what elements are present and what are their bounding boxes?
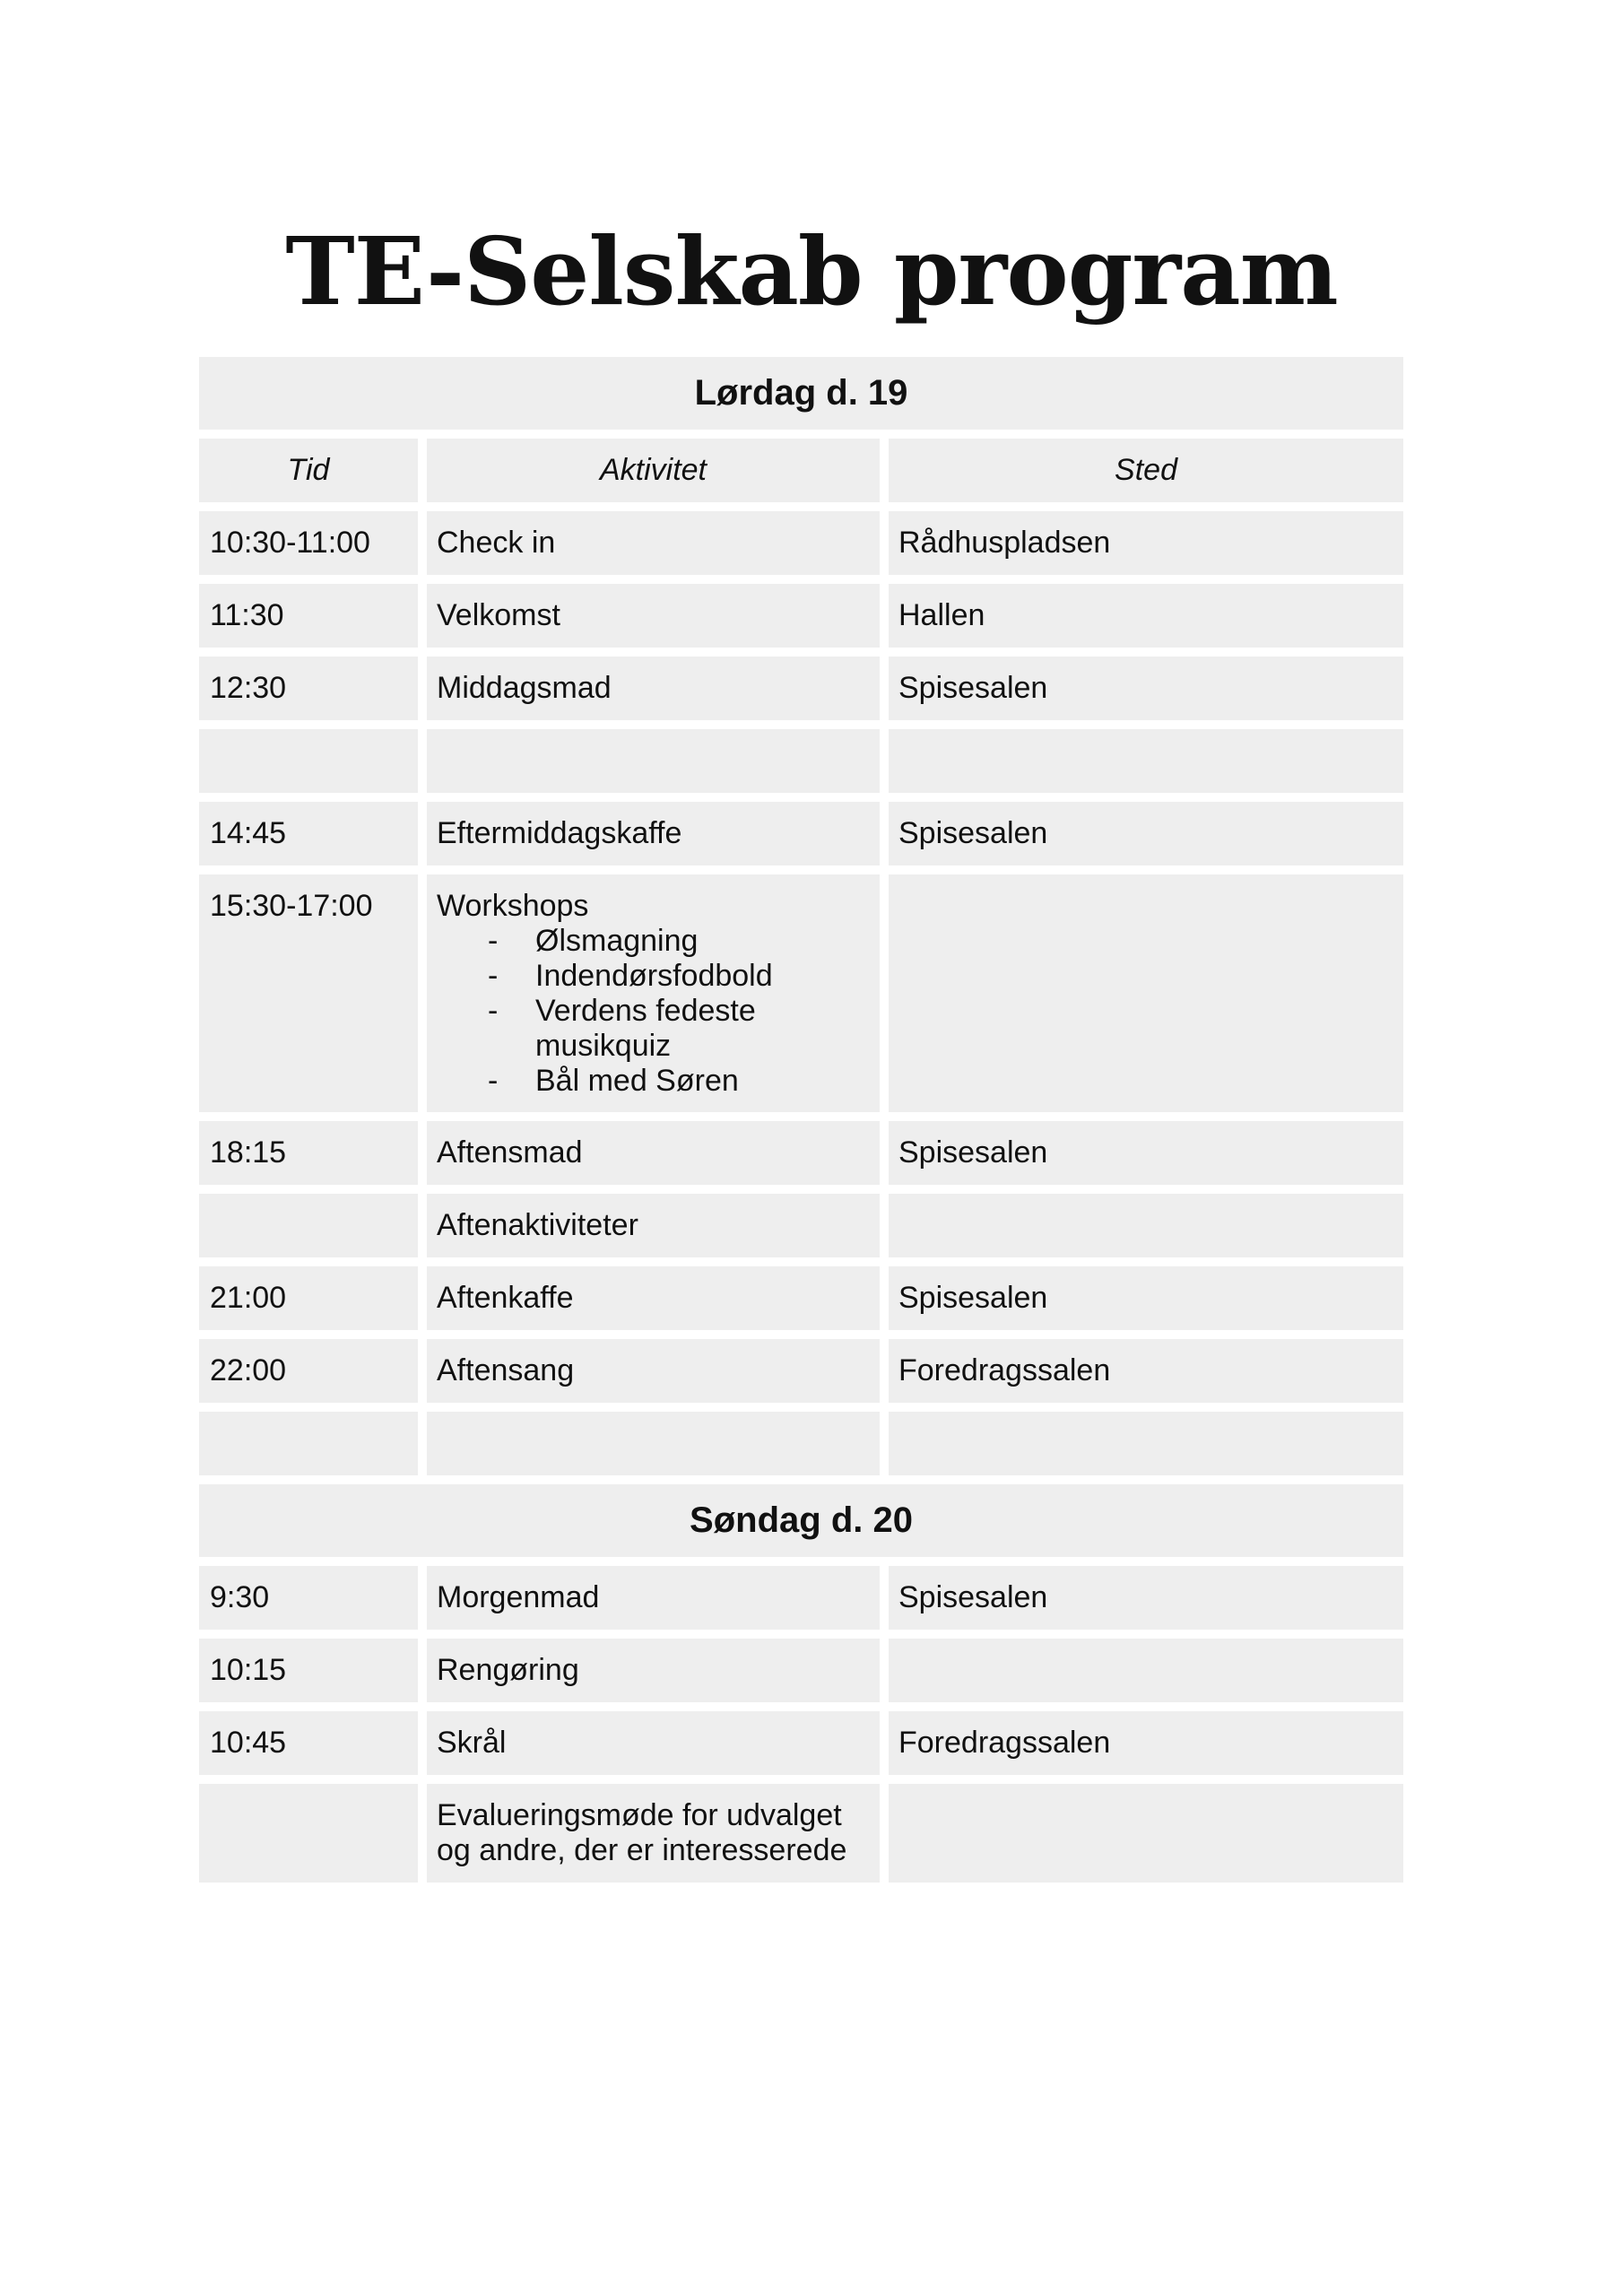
cell-sted (889, 1639, 1403, 1702)
cell-tid: 10:30-11:00 (199, 511, 418, 575)
cell-aktivitet (427, 729, 880, 793)
cell-aktivitet-title: Workshops (437, 889, 589, 923)
cell-aktivitet: Evalueringsmøde for udvalget og andre, der er interesserede (427, 1784, 880, 1883)
workshop-name: Indendørsfodbold (535, 959, 773, 993)
workshop-list-item: - Indendørsfodbold (488, 959, 773, 993)
cell-tid: 10:15 (199, 1639, 418, 1702)
cell-sted: Spisesalen (889, 1266, 1403, 1330)
workshop-list-item: - Verdens fedeste musikquiz (488, 994, 756, 1063)
cell-aktivitet (427, 874, 880, 1112)
cell-aktivitet: Rengøring (427, 1639, 880, 1702)
cell-aktivitet: Aftensmad (427, 1121, 880, 1185)
table-row (199, 511, 1403, 575)
table-row (199, 874, 1403, 1112)
table-row (199, 1194, 1403, 1257)
cell-tid (199, 1194, 418, 1257)
cell-aktivitet: Eftermiddagskaffe (427, 802, 880, 865)
workshop-name: Bål med Søren (535, 1064, 739, 1098)
workshop-name: Verdens fedeste musikquiz (535, 994, 756, 1063)
cell-sted: Spisesalen (889, 802, 1403, 865)
cell-sted (889, 1412, 1403, 1475)
cell-tid (199, 1784, 418, 1883)
cell-sted (889, 1194, 1403, 1257)
table-row (199, 1784, 1403, 1883)
day-heading-row (199, 357, 1403, 430)
column-header-aktivitet: Aktivitet (427, 439, 880, 502)
workshop-list (437, 924, 869, 1099)
cell-aktivitet: Aftenkaffe (427, 1266, 880, 1330)
column-header-tid: Tid (199, 439, 418, 502)
table-row (199, 1711, 1403, 1775)
cell-tid: 18:15 (199, 1121, 418, 1185)
cell-aktivitet: Middagsmad (427, 657, 880, 720)
cell-aktivitet (427, 1412, 880, 1475)
table-row (199, 584, 1403, 648)
cell-sted: Foredragssalen (889, 1339, 1403, 1403)
cell-tid (199, 1412, 418, 1475)
cell-tid: 9:30 (199, 1566, 418, 1630)
workshop-list-item: - Ølsmagning (488, 924, 699, 958)
cell-sted: Foredragssalen (889, 1711, 1403, 1775)
day-heading-row (199, 1484, 1403, 1557)
cell-tid: 12:30 (199, 657, 418, 720)
page-title: TE-Selskab program (285, 216, 1338, 326)
cell-tid: 22:00 (199, 1339, 418, 1403)
cell-tid: 15:30-17:00 (199, 874, 418, 1112)
cell-tid: 10:45 (199, 1711, 418, 1775)
table-row (199, 1566, 1403, 1630)
workshop-name: Ølsmagning (535, 924, 699, 958)
cell-tid: 14:45 (199, 802, 418, 865)
cell-sted (889, 729, 1403, 793)
day-heading: Søndag d. 20 (199, 1484, 1403, 1557)
table-row (199, 1639, 1403, 1702)
cell-aktivitet: Aftenaktiviteter (427, 1194, 880, 1257)
program-table (190, 348, 1412, 1892)
cell-sted: Spisesalen (889, 1121, 1403, 1185)
table-row-empty (199, 1412, 1403, 1475)
table-row-empty (199, 729, 1403, 793)
cell-sted: Spisesalen (889, 1566, 1403, 1630)
cell-tid: 11:30 (199, 584, 418, 648)
workshop-list-item: - Bål med Søren (488, 1064, 739, 1098)
cell-aktivitet: Check in (427, 511, 880, 575)
table-row (199, 1121, 1403, 1185)
column-header-row (199, 439, 1403, 502)
cell-aktivitet: Morgenmad (427, 1566, 880, 1630)
cell-sted (889, 1784, 1403, 1883)
day-heading: Lørdag d. 19 (199, 357, 1403, 430)
table-row (199, 802, 1403, 865)
cell-aktivitet: Skrål (427, 1711, 880, 1775)
cell-tid: 21:00 (199, 1266, 418, 1330)
cell-sted: Hallen (889, 584, 1403, 648)
cell-sted: Spisesalen (889, 657, 1403, 720)
table-row (199, 1266, 1403, 1330)
table-row (199, 657, 1403, 720)
cell-sted: Rådhuspladsen (889, 511, 1403, 575)
column-header-sted: Sted (889, 439, 1403, 502)
cell-aktivitet: Velkomst (427, 584, 880, 648)
table-row (199, 1339, 1403, 1403)
cell-tid (199, 729, 418, 793)
cell-sted (889, 874, 1403, 1112)
cell-aktivitet: Aftensang (427, 1339, 880, 1403)
